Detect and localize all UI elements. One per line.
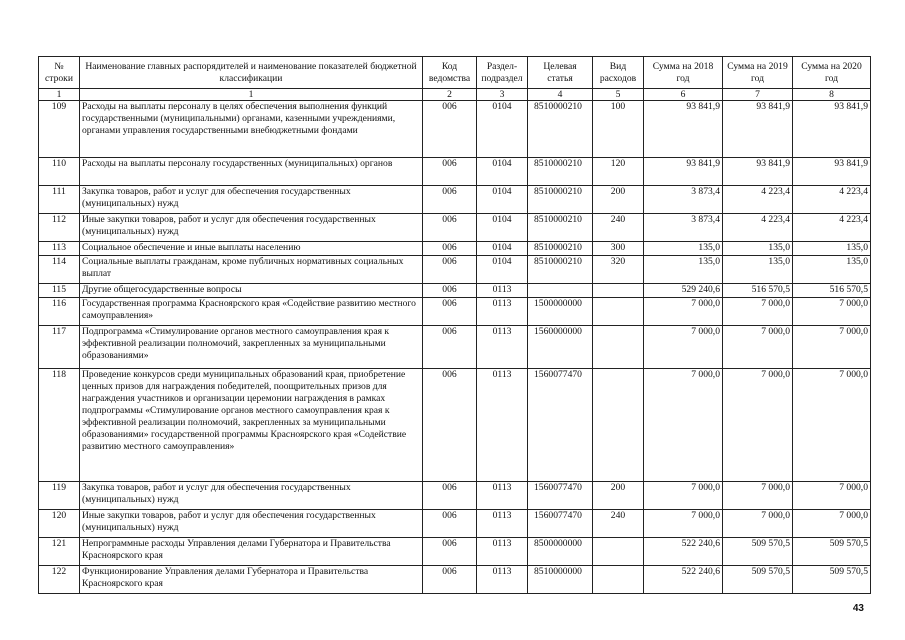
row-sum-2018: 93 841,9 <box>644 158 723 186</box>
row-sum-2018: 7 000,0 <box>644 369 723 482</box>
row-dept-code: 006 <box>423 158 477 186</box>
table-row <box>39 158 871 186</box>
row-target: 8510000210 <box>528 214 593 242</box>
row-sum-2018: 7 000,0 <box>644 326 723 369</box>
budget-table <box>38 56 871 594</box>
row-sum-2018: 7 000,0 <box>644 482 723 510</box>
table-row <box>39 566 871 594</box>
row-sum-2020: 4 223,4 <box>793 214 871 242</box>
header-section: Раздел-подраздел <box>477 57 528 89</box>
row-sum-2019: 135,0 <box>723 242 793 256</box>
column-number: 4 <box>528 89 593 101</box>
row-target: 8510000210 <box>528 242 593 256</box>
row-sum-2019: 4 223,4 <box>723 214 793 242</box>
row-sum-2019: 7 000,0 <box>723 482 793 510</box>
row-target: 1500000000 <box>528 298 593 326</box>
row-sum-2018: 3 873,4 <box>644 186 723 214</box>
column-number: 3 <box>477 89 528 101</box>
row-expense-kind: 240 <box>593 510 644 538</box>
row-target: 1560000000 <box>528 326 593 369</box>
column-number: 5 <box>593 89 644 101</box>
row-number: 111 <box>39 186 80 214</box>
row-sum-2020: 7 000,0 <box>793 298 871 326</box>
row-dept-code: 006 <box>423 256 477 284</box>
row-number: 112 <box>39 214 80 242</box>
row-section: 0113 <box>477 510 528 538</box>
row-expense-kind <box>593 298 644 326</box>
row-sum-2018: 135,0 <box>644 242 723 256</box>
row-sum-2018: 522 240,6 <box>644 566 723 594</box>
row-sum-2020: 7 000,0 <box>793 482 871 510</box>
row-sum-2020: 93 841,9 <box>793 158 871 186</box>
row-sum-2020: 7 000,0 <box>793 369 871 482</box>
row-expense-kind <box>593 284 644 298</box>
row-dept-code: 006 <box>423 369 477 482</box>
header-target: Целевая статья <box>528 57 593 89</box>
row-sum-2018: 93 841,9 <box>644 101 723 158</box>
row-dept-code: 006 <box>423 566 477 594</box>
row-sum-2020: 7 000,0 <box>793 326 871 369</box>
row-target: 8510000210 <box>528 186 593 214</box>
row-target: 1560077470 <box>528 510 593 538</box>
column-number: 6 <box>644 89 723 101</box>
row-expense-kind <box>593 369 644 482</box>
table-row <box>39 101 871 158</box>
header-expense-kind: Вид расходов <box>593 57 644 89</box>
row-section: 0104 <box>477 256 528 284</box>
row-name: Непрограммные расходы Управления делами Губернатора и Правительства Красноярского края <box>80 538 423 566</box>
row-expense-kind: 320 <box>593 256 644 284</box>
column-number: 2 <box>423 89 477 101</box>
row-number: 122 <box>39 566 80 594</box>
row-sum-2019: 7 000,0 <box>723 326 793 369</box>
row-name: Закупка товаров, работ и услуг для обеспечения государственных (муниципальных) нужд <box>80 186 423 214</box>
header-dept-code: Код ведомства <box>423 57 477 89</box>
row-sum-2018: 7 000,0 <box>644 510 723 538</box>
row-expense-kind: 200 <box>593 186 644 214</box>
row-number: 119 <box>39 482 80 510</box>
row-section: 0104 <box>477 158 528 186</box>
table-row <box>39 482 871 510</box>
row-target: 8510000210 <box>528 101 593 158</box>
row-dept-code: 006 <box>423 242 477 256</box>
row-target: 8500000000 <box>528 538 593 566</box>
table-header <box>39 57 871 101</box>
row-sum-2020: 516 570,5 <box>793 284 871 298</box>
row-number: 109 <box>39 101 80 158</box>
table-row <box>39 214 871 242</box>
row-name: Закупка товаров, работ и услуг для обеспечения государственных (муниципальных) нужд <box>80 482 423 510</box>
row-section: 0104 <box>477 186 528 214</box>
row-dept-code: 006 <box>423 482 477 510</box>
row-section: 0113 <box>477 482 528 510</box>
row-sum-2020: 509 570,5 <box>793 538 871 566</box>
row-expense-kind: 240 <box>593 214 644 242</box>
row-expense-kind <box>593 326 644 369</box>
row-dept-code: 006 <box>423 284 477 298</box>
row-name: Социальные выплаты гражданам, кроме публичных нормативных социальных выплат <box>80 256 423 284</box>
row-expense-kind: 120 <box>593 158 644 186</box>
row-target: 8510000000 <box>528 566 593 594</box>
row-sum-2019: 7 000,0 <box>723 298 793 326</box>
row-sum-2020: 509 570,5 <box>793 566 871 594</box>
row-number: 116 <box>39 298 80 326</box>
column-number: 1 <box>39 89 80 101</box>
header-row-no: № строки <box>39 57 80 89</box>
row-section: 0104 <box>477 214 528 242</box>
row-number: 115 <box>39 284 80 298</box>
row-expense-kind <box>593 538 644 566</box>
row-dept-code: 006 <box>423 326 477 369</box>
row-sum-2018: 3 873,4 <box>644 214 723 242</box>
row-sum-2020: 4 223,4 <box>793 186 871 214</box>
row-name: Другие общегосударственные вопросы <box>80 284 423 298</box>
row-sum-2020: 135,0 <box>793 256 871 284</box>
table-row <box>39 186 871 214</box>
table-row <box>39 510 871 538</box>
row-sum-2020: 93 841,9 <box>793 101 871 158</box>
row-section: 0113 <box>477 326 528 369</box>
table-row <box>39 369 871 482</box>
row-section: 0113 <box>477 284 528 298</box>
row-number: 110 <box>39 158 80 186</box>
row-sum-2018: 522 240,6 <box>644 538 723 566</box>
row-sum-2019: 7 000,0 <box>723 510 793 538</box>
row-dept-code: 006 <box>423 101 477 158</box>
table-row <box>39 298 871 326</box>
row-target: 1560077470 <box>528 369 593 482</box>
header-name: Наименование главных распорядителей и наименование показателей бюджетной классификации <box>80 57 423 89</box>
row-expense-kind: 200 <box>593 482 644 510</box>
table-row <box>39 256 871 284</box>
column-number: 7 <box>723 89 793 101</box>
row-sum-2019: 135,0 <box>723 256 793 284</box>
row-dept-code: 006 <box>423 214 477 242</box>
row-sum-2020: 135,0 <box>793 242 871 256</box>
row-number: 117 <box>39 326 80 369</box>
page-number: 43 <box>852 603 864 614</box>
row-sum-2019: 93 841,9 <box>723 158 793 186</box>
header-sum-2020: Сумма на 2020 год <box>793 57 871 89</box>
row-name: Расходы на выплаты персоналу в целях обеспечения выполнения функций государственными (муниципальными) органами, казенными учреждениями, органами управления государственными внебюджетными фондами <box>80 101 423 158</box>
row-section: 0113 <box>477 538 528 566</box>
table-row <box>39 284 871 298</box>
row-number: 114 <box>39 256 80 284</box>
row-dept-code: 006 <box>423 538 477 566</box>
row-section: 0104 <box>477 101 528 158</box>
row-target: 1560077470 <box>528 482 593 510</box>
row-number: 118 <box>39 369 80 482</box>
row-name: Проведение конкурсов среди муниципальных образований края, приобретение ценных призов для награждения победителей, поощрительных призов для награждения участников и организации церемонии награждения в рамках подпрограммы «Стимулирование органов местного самоуправления края к эффективной реализации полномочий, закрепленных за муниципальными образованиями» государственной программы Красноярского края «Содействие развитию местного самоуправления» <box>80 369 423 482</box>
header-sum-2019: Сумма на 2019 год <box>723 57 793 89</box>
column-number-row <box>39 89 871 101</box>
row-expense-kind <box>593 566 644 594</box>
row-expense-kind: 100 <box>593 101 644 158</box>
row-sum-2018: 135,0 <box>644 256 723 284</box>
row-section: 0113 <box>477 369 528 482</box>
row-dept-code: 006 <box>423 186 477 214</box>
row-target: 8510000210 <box>528 256 593 284</box>
row-sum-2019: 509 570,5 <box>723 566 793 594</box>
table-body <box>39 101 871 594</box>
row-dept-code: 006 <box>423 298 477 326</box>
row-target: 8510000210 <box>528 158 593 186</box>
column-number: 1 <box>80 89 423 101</box>
row-name: Расходы на выплаты персоналу государственных (муниципальных) органов <box>80 158 423 186</box>
table-row <box>39 242 871 256</box>
table-row <box>39 326 871 369</box>
row-section: 0113 <box>477 566 528 594</box>
row-name: Подпрограмма «Стимулирование органов местного самоуправления края к эффективной реализации полномочий, закрепленных за муниципальными образованиями» <box>80 326 423 369</box>
row-number: 121 <box>39 538 80 566</box>
row-sum-2019: 4 223,4 <box>723 186 793 214</box>
row-sum-2019: 7 000,0 <box>723 369 793 482</box>
row-target <box>528 284 593 298</box>
row-sum-2019: 516 570,5 <box>723 284 793 298</box>
row-number: 113 <box>39 242 80 256</box>
row-name: Иные закупки товаров, работ и услуг для обеспечения государственных (муниципальных) нужд <box>80 214 423 242</box>
row-name: Государственная программа Красноярского края «Содействие развитию местного самоуправления» <box>80 298 423 326</box>
row-sum-2020: 7 000,0 <box>793 510 871 538</box>
row-sum-2019: 93 841,9 <box>723 101 793 158</box>
row-name: Иные закупки товаров, работ и услуг для обеспечения государственных (муниципальных) нужд <box>80 510 423 538</box>
row-name: Социальное обеспечение и иные выплаты населению <box>80 242 423 256</box>
row-dept-code: 006 <box>423 510 477 538</box>
row-sum-2018: 529 240,6 <box>644 284 723 298</box>
row-section: 0113 <box>477 298 528 326</box>
row-section: 0104 <box>477 242 528 256</box>
row-sum-2019: 509 570,5 <box>723 538 793 566</box>
row-sum-2018: 7 000,0 <box>644 298 723 326</box>
header-sum-2018: Сумма на 2018 год <box>644 57 723 89</box>
row-name: Функционирование Управления делами Губернатора и Правительства Красноярского края <box>80 566 423 594</box>
row-number: 120 <box>39 510 80 538</box>
column-number: 8 <box>793 89 871 101</box>
row-expense-kind: 300 <box>593 242 644 256</box>
table-row <box>39 538 871 566</box>
